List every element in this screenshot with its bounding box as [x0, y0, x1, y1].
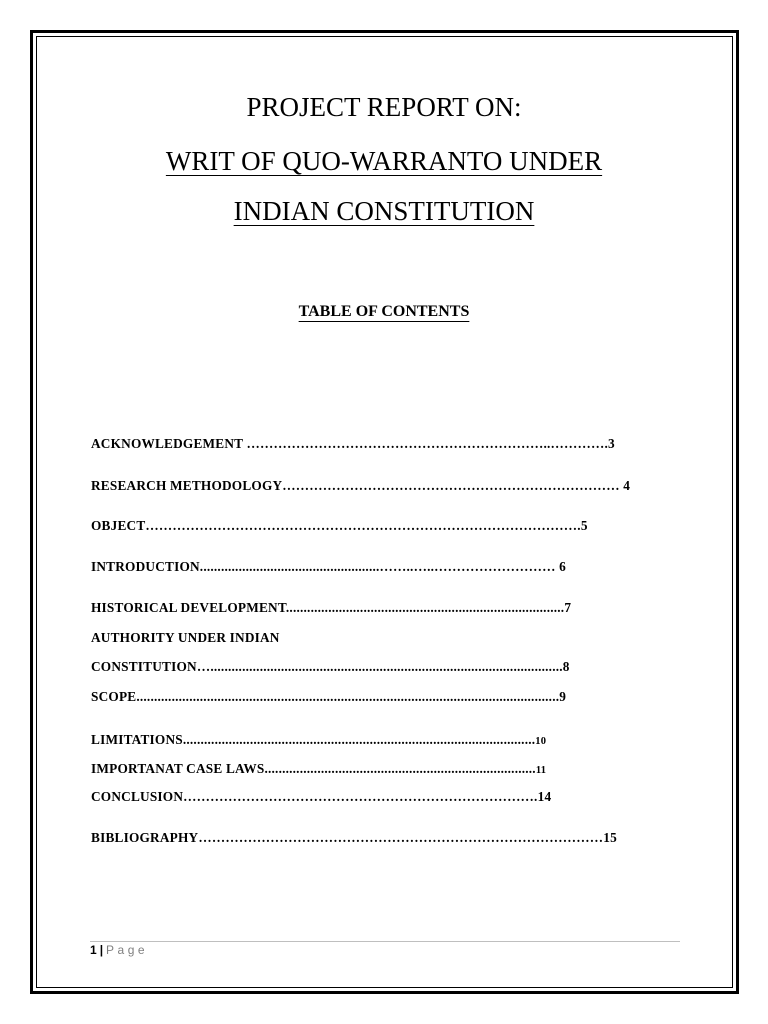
toc-entry-leader: …………………………………………………………………….: [183, 789, 538, 804]
toc-entry-page: 11: [535, 765, 547, 776]
toc-entry-leader: …....................................................................................................: [196, 659, 563, 674]
report-title-line-2-text: INDIAN CONSTITUTION: [233, 196, 535, 226]
toc-entry-page: 5: [580, 518, 588, 533]
toc-entry-authority-line-2: [91, 658, 631, 676]
report-title-line-1-text: WRIT OF QUO-WARRANTO UNDER: [165, 146, 603, 176]
toc-entry-page: 9: [559, 689, 567, 704]
toc-entry-page: 7: [564, 600, 572, 615]
toc-entry-label: IMPORTANAT CASE LAWS: [91, 761, 265, 776]
toc-entry-leader: …………………………………………………………..………….: [243, 436, 609, 451]
page-footer: [90, 943, 148, 957]
toc-entry-label: CONSTITUTION: [91, 659, 197, 674]
toc-entry-label: HISTORICAL DEVELOPMENT: [91, 600, 286, 615]
toc-entry-label: SCOPE: [91, 689, 137, 704]
toc-entry-acknowledgement: [91, 435, 631, 453]
report-title-line-1: [0, 146, 768, 177]
toc-entry-research-methodology: [91, 477, 631, 495]
toc-entry-page: 15: [603, 830, 617, 845]
toc-entry-leader: ........................................................................................................................: [136, 689, 560, 704]
toc-entry-label: LIMITATIONS: [91, 732, 183, 747]
toc-entry-label: CONCLUSION: [91, 789, 184, 804]
toc-entry-label: OBJECT: [91, 518, 146, 533]
toc-entry-page: 10: [535, 736, 547, 747]
report-heading: PROJECT REPORT ON:: [246, 92, 522, 122]
toc-entry-leader: ...............................................................................: [285, 600, 565, 615]
toc-entry-leader: .............................................................................: [264, 761, 536, 776]
footer-separator: |: [99, 943, 104, 957]
toc-entry-page: 8: [562, 659, 570, 674]
toc-entry-authority-line-1: AUTHORITY UNDER INDIAN: [91, 630, 280, 645]
toc-entry-object: [91, 517, 631, 535]
toc-entry-bibliography: [91, 829, 631, 847]
toc-entry-label: RESEARCH METHODOLOGY: [91, 478, 283, 493]
toc-entry-page: 14: [537, 789, 552, 804]
toc-entry-leader: ....................................................................................................: [182, 732, 536, 747]
toc-entry-important-case-laws: [91, 760, 631, 778]
toc-entry-leader: …………………………………………………………………: [282, 478, 624, 493]
toc-entry-page: 4: [623, 478, 631, 493]
toc-heading-text: TABLE OF CONTENTS: [298, 303, 470, 320]
toc-entry-label: INTRODUCTION: [91, 559, 200, 574]
page-word: Page: [106, 943, 149, 957]
page-number: 1: [90, 943, 97, 957]
toc-entry-leader: ...................................................……..…..………………………: [199, 559, 560, 574]
toc-entry-limitations: [91, 731, 631, 749]
toc-heading: [0, 303, 768, 321]
toc-entry-introduction: [91, 558, 631, 576]
toc-entry-page: 6: [559, 559, 566, 574]
toc-entry-label: BIBLIOGRAPHY: [91, 830, 199, 845]
toc-entry-leader: …………………………………………………………………………………….: [145, 518, 581, 533]
toc-entry-conclusion: [91, 788, 631, 806]
toc-entry-label: ACKNOWLEDGEMENT: [91, 436, 243, 451]
toc-entry-scope: [91, 688, 631, 706]
footer-divider: [90, 941, 680, 942]
toc-entry-historical-development: [91, 599, 631, 617]
toc-entry-page: 3: [608, 436, 615, 451]
toc-entry-leader: ………………………………………………………………………………: [198, 830, 604, 845]
report-title-line-2: [0, 196, 768, 227]
